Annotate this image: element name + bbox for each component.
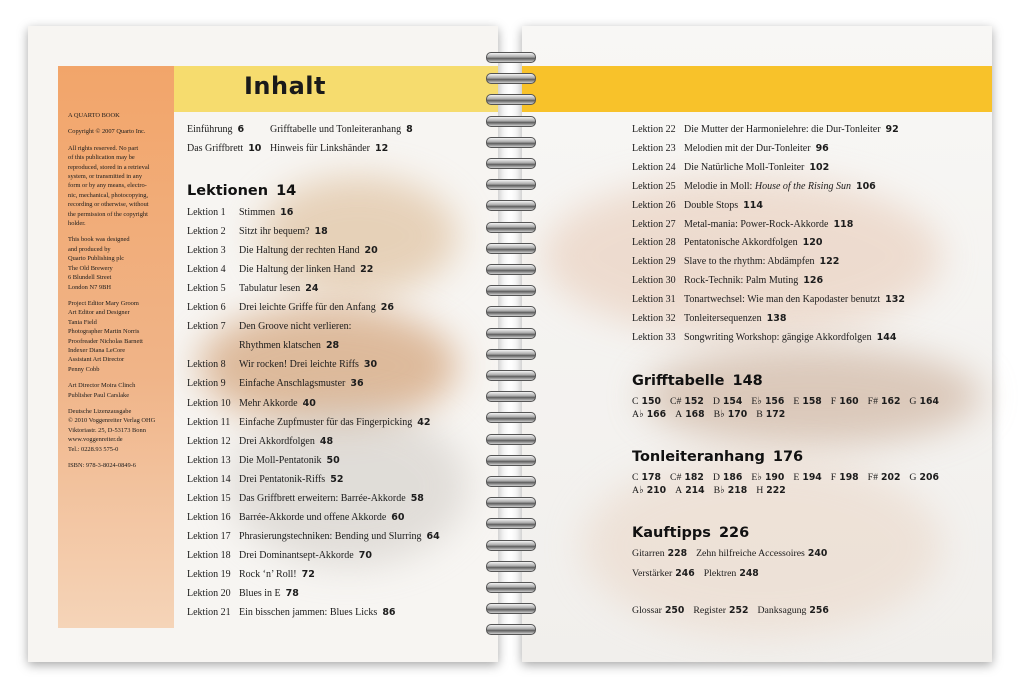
lesson-title: Die Moll-Pentatonik bbox=[239, 454, 322, 466]
lesson-title: Melodien mit der Dur-Tonleiter bbox=[684, 142, 811, 154]
scale-key-label: A bbox=[675, 485, 683, 496]
lesson-title: Sitzt ihr bequem? bbox=[239, 226, 310, 238]
section-heading-grifftabelle bbox=[632, 373, 763, 389]
spiral-ring bbox=[482, 50, 538, 64]
chord-key-label: B♭ bbox=[713, 409, 725, 420]
toc-entry-lesson[interactable] bbox=[632, 162, 829, 173]
spiral-coil bbox=[486, 52, 536, 63]
imprint-text bbox=[68, 111, 178, 477]
chord-key-label: C bbox=[632, 396, 639, 407]
spiral-coil bbox=[486, 285, 536, 296]
scale-key-page: 222 bbox=[766, 485, 786, 496]
spiral-coil bbox=[486, 264, 536, 275]
toc-entry-lesson[interactable] bbox=[187, 474, 343, 485]
header-band-right bbox=[522, 66, 992, 112]
scale-key-page: 214 bbox=[685, 485, 705, 496]
spiral-ring bbox=[482, 601, 538, 615]
buying-tip-page: 248 bbox=[739, 568, 759, 579]
toc-entry-lesson[interactable] bbox=[632, 124, 899, 135]
toc-entry-lesson[interactable] bbox=[632, 313, 786, 324]
lesson-title: Pentatonische Akkordfolgen bbox=[684, 237, 798, 249]
lesson-page: 72 bbox=[301, 568, 315, 580]
lesson-number: Lektion 19 bbox=[187, 568, 231, 580]
lesson-title: Tonartwechsel: Wie man den Kapodaster benutzt bbox=[684, 294, 881, 306]
lesson-number: Lektion 17 bbox=[187, 530, 231, 542]
lesson-page: 50 bbox=[326, 454, 340, 466]
toc-entry-lesson[interactable] bbox=[187, 455, 340, 466]
appendix-entry-label: Glossar bbox=[632, 605, 662, 616]
spiral-ring bbox=[482, 474, 538, 488]
lesson-title: Die Mutter der Harmonielehre: die Dur-Tonleiter bbox=[684, 124, 881, 135]
chord-key-page: 160 bbox=[839, 396, 859, 407]
lesson-number: Lektion 2 bbox=[187, 226, 226, 238]
chord-key-page: 152 bbox=[684, 396, 704, 407]
spiral-coil bbox=[486, 200, 536, 211]
lesson-number: Lektion 4 bbox=[187, 264, 226, 276]
spiral-coil bbox=[486, 561, 536, 572]
scale-key-page: 202 bbox=[881, 472, 901, 483]
section-page: 14 bbox=[276, 183, 297, 199]
lesson-page: 18 bbox=[314, 226, 328, 238]
section-page: 226 bbox=[718, 525, 750, 541]
toc-entry-lesson[interactable] bbox=[187, 607, 396, 618]
lesson-page: 24 bbox=[305, 283, 319, 295]
lesson-page: 96 bbox=[815, 142, 829, 154]
toc-entry-lesson[interactable] bbox=[187, 531, 440, 542]
lesson-number: Lektion 23 bbox=[632, 142, 676, 154]
spiral-coil bbox=[486, 137, 536, 148]
lesson-title: Ein bisschen jammen: Blues Licks bbox=[239, 607, 378, 619]
toc-entry-intro[interactable] bbox=[270, 143, 388, 154]
lesson-number: Lektion 31 bbox=[632, 294, 676, 306]
lesson-page: 120 bbox=[802, 237, 823, 249]
lesson-title: Drei Dominantsept-Akkorde bbox=[239, 549, 354, 561]
spiral-ring bbox=[482, 495, 538, 509]
toc-entry-lesson[interactable] bbox=[187, 436, 333, 447]
chord-key-page: 166 bbox=[646, 409, 667, 420]
lesson-title: Tonleitersequenzen bbox=[684, 313, 762, 324]
lesson-title: Rock ‘n’ Roll! bbox=[239, 568, 297, 580]
spiral-ring bbox=[482, 114, 538, 128]
toc-page: 8 bbox=[406, 124, 413, 135]
scale-key-label: D bbox=[712, 472, 720, 483]
lesson-title: Einfache Zupfmuster für das Fingerpicking bbox=[239, 416, 413, 428]
toc-entry-intro[interactable] bbox=[270, 124, 413, 135]
spiral-coil bbox=[486, 624, 536, 635]
section-label: Grifftabelle bbox=[632, 373, 725, 389]
spiral-coil bbox=[486, 412, 536, 423]
spiral-ring bbox=[482, 580, 538, 594]
lesson-page: 122 bbox=[819, 256, 840, 268]
spiral-coil bbox=[486, 476, 536, 487]
lesson-number: Lektion 13 bbox=[187, 454, 231, 466]
lesson-page: 28 bbox=[325, 340, 340, 352]
lesson-page: 138 bbox=[766, 313, 787, 324]
lesson-page: 102 bbox=[809, 161, 830, 173]
buying-tip-page: 246 bbox=[675, 568, 695, 579]
chord-key-page: 170 bbox=[727, 409, 748, 420]
lesson-page: 22 bbox=[360, 264, 374, 276]
lesson-title: Den Groove nicht verlieren: bbox=[239, 321, 352, 333]
lesson-page: 78 bbox=[285, 588, 299, 599]
toc-entry-lesson[interactable] bbox=[632, 256, 839, 267]
lesson-title: Slave to the rhythm: Abdämpfen bbox=[684, 256, 815, 268]
lesson-title: Songwriting Workshop: gängige Akkordfolgen bbox=[684, 331, 872, 343]
spiral-ring bbox=[482, 432, 538, 446]
lesson-number: Lektion 1 bbox=[187, 207, 226, 218]
lesson-title: Die Haltung der linken Hand bbox=[239, 264, 356, 276]
spiral-coil bbox=[486, 349, 536, 360]
spiral-ring bbox=[482, 156, 538, 170]
lesson-page: 92 bbox=[885, 124, 899, 135]
appendix-entry-page: 256 bbox=[809, 605, 829, 616]
toc-entry-lesson[interactable] bbox=[187, 512, 405, 523]
toc-entry-lesson[interactable] bbox=[187, 321, 351, 332]
lesson-title: Mehr Akkorde bbox=[239, 397, 298, 409]
toc-entry-lesson[interactable] bbox=[187, 569, 315, 580]
appendix-entry-page: 250 bbox=[664, 605, 685, 616]
chord-key-label: E bbox=[793, 396, 800, 407]
spiral-ring bbox=[482, 198, 538, 212]
spiral-ring bbox=[482, 304, 538, 318]
spiral-ring bbox=[482, 453, 538, 467]
lesson-number: Lektion 18 bbox=[187, 549, 231, 561]
lesson-title: Die Haltung der rechten Hand bbox=[239, 245, 360, 257]
spiral-ring bbox=[482, 326, 538, 340]
scale-key-page: 182 bbox=[684, 472, 704, 483]
spiral-ring bbox=[482, 538, 538, 552]
lesson-title: Einfache Anschlagsmuster bbox=[239, 378, 346, 390]
lesson-number: Lektion 7 bbox=[187, 321, 226, 333]
toc-entry-lesson[interactable] bbox=[187, 398, 316, 409]
scale-key-label: G bbox=[909, 472, 917, 483]
section-label: Lektionen bbox=[187, 183, 269, 199]
lesson-page: 16 bbox=[280, 207, 294, 218]
lesson-number: Lektion 5 bbox=[187, 283, 226, 295]
spiral-coil bbox=[486, 497, 536, 508]
lesson-title-italic: House of the Rising Sun bbox=[754, 180, 851, 192]
toc-page: 12 bbox=[374, 143, 389, 154]
scale-key-page: 186 bbox=[722, 472, 743, 483]
lesson-page: 106 bbox=[855, 180, 876, 192]
chord-key-label: A bbox=[675, 409, 683, 420]
chord-key-page: 156 bbox=[764, 396, 785, 407]
appendix-entry-label: Danksagung bbox=[757, 605, 807, 616]
key-row bbox=[632, 548, 836, 559]
chord-key-label: G bbox=[909, 396, 917, 407]
spiral-ring bbox=[482, 622, 538, 636]
photo-background bbox=[228, 406, 468, 566]
imprint-line: Copyright © 2007 Quarto Inc. bbox=[68, 128, 146, 136]
page-title: Inhalt bbox=[244, 72, 326, 100]
lesson-page: 20 bbox=[364, 245, 378, 257]
buying-tip-page: 240 bbox=[807, 548, 828, 559]
key-row bbox=[632, 485, 795, 496]
toc-entry-lesson[interactable] bbox=[632, 181, 876, 192]
lesson-title: Drei Akkordfolgen bbox=[239, 435, 315, 447]
toc-page: 10 bbox=[248, 143, 262, 154]
spiral-ring bbox=[482, 177, 538, 191]
chord-key-page: 154 bbox=[722, 396, 743, 407]
imprint-line: This book was designed and produced by Quarto Publishing plc The Old Brewery 6 Blundell Street London N7 9BH bbox=[68, 236, 130, 291]
lesson-page: 26 bbox=[380, 302, 394, 314]
imprint-line: Art Director Moira Clinch Publisher Paul Carslake bbox=[68, 382, 136, 399]
spiral-ring bbox=[482, 559, 538, 573]
chord-key-label: D bbox=[712, 396, 720, 407]
chord-key-label: E♭ bbox=[751, 396, 762, 407]
spiral-coil bbox=[486, 243, 536, 254]
buying-tip-page: 228 bbox=[667, 548, 688, 559]
lesson-title: Stimmen bbox=[239, 207, 276, 218]
toc-entry-lesson[interactable] bbox=[632, 294, 905, 305]
lesson-number: Lektion 29 bbox=[632, 256, 676, 268]
imprint-line: ISBN: 978-3-8024-0849-6 bbox=[68, 462, 136, 469]
imprint-line: All rights reserved. No part of this publication may be reproduced, stored in a retrieval system, or transmitted in any form or by any means, electro- nic, mechanical, photocopying, recording or otherwise, without the permission of the copyright holder. bbox=[68, 144, 150, 228]
chord-key-label: F# bbox=[867, 396, 878, 407]
lesson-page: 58 bbox=[410, 492, 424, 504]
buying-tip-label: Zehn hilfreiche Accessoires bbox=[696, 548, 805, 559]
toc-entry-lesson[interactable] bbox=[632, 237, 822, 248]
lesson-page: 64 bbox=[426, 530, 440, 542]
spiral-binding bbox=[482, 50, 538, 650]
footer-row bbox=[632, 605, 838, 616]
section-label: Tonleiteranhang bbox=[632, 449, 765, 465]
lesson-page: 60 bbox=[391, 511, 405, 523]
right-page bbox=[522, 26, 992, 662]
chord-key-page: 150 bbox=[641, 396, 661, 407]
chord-key-label: B bbox=[756, 409, 763, 420]
spiral-coil bbox=[486, 179, 536, 190]
spiral-ring bbox=[482, 516, 538, 530]
lesson-number: Lektion 9 bbox=[187, 378, 226, 390]
lesson-title: Barrée-Akkorde und offene Akkorde bbox=[239, 511, 387, 523]
spiral-ring bbox=[482, 241, 538, 255]
lesson-title: Phrasierungstechniken: Bending und Slurring bbox=[239, 530, 422, 542]
section-heading-kauftipps bbox=[632, 525, 749, 541]
toc-label: Hinweis für Linkshänder bbox=[270, 143, 370, 154]
chord-key-label: A♭ bbox=[632, 409, 644, 420]
toc-entry-lesson[interactable] bbox=[187, 378, 364, 389]
lesson-page: 86 bbox=[382, 607, 396, 619]
key-row bbox=[632, 568, 768, 579]
scale-key-label: A♭ bbox=[632, 485, 644, 496]
toc-entry-lesson[interactable] bbox=[632, 200, 763, 211]
lesson-number: Lektion 16 bbox=[187, 511, 231, 523]
lesson-number: Lektion 25 bbox=[632, 180, 676, 192]
spiral-ring bbox=[482, 347, 538, 361]
lesson-number: Lektion 33 bbox=[632, 331, 676, 343]
toc-entry-intro[interactable] bbox=[187, 143, 261, 154]
toc-entry-lesson[interactable] bbox=[632, 143, 829, 154]
lesson-number: Lektion 30 bbox=[632, 275, 676, 287]
toc-entry-lesson[interactable] bbox=[187, 264, 373, 275]
scale-key-page: 198 bbox=[839, 472, 859, 483]
lesson-page: 144 bbox=[876, 331, 897, 343]
scale-key-label: C bbox=[632, 472, 639, 483]
buying-tip-label: Verstärker bbox=[632, 568, 673, 579]
spiral-coil bbox=[486, 434, 536, 445]
appendix-entry-page: 252 bbox=[729, 605, 749, 616]
spiral-ring bbox=[482, 220, 538, 234]
spiral-coil bbox=[486, 370, 536, 381]
chord-key-page: 162 bbox=[881, 396, 901, 407]
spiral-coil bbox=[486, 306, 536, 317]
lesson-number: Lektion 15 bbox=[187, 492, 231, 504]
key-row bbox=[632, 396, 948, 407]
lesson-title: Tabulatur lesen bbox=[239, 283, 301, 295]
chord-key-page: 158 bbox=[802, 396, 822, 407]
spiral-coil bbox=[486, 116, 536, 127]
spiral-ring bbox=[482, 92, 538, 106]
toc-entry-lesson[interactable] bbox=[187, 359, 377, 370]
toc-label: Das Griffbrett bbox=[187, 143, 244, 154]
spiral-coil bbox=[486, 328, 536, 339]
toc-entry-lesson[interactable] bbox=[187, 340, 339, 351]
spiral-ring bbox=[482, 262, 538, 276]
toc-label: Einführung bbox=[187, 124, 233, 135]
lesson-page: 70 bbox=[358, 549, 372, 561]
lesson-number: Lektion 32 bbox=[632, 313, 676, 324]
lesson-title: Blues in E bbox=[239, 588, 281, 599]
toc-entry-lesson[interactable] bbox=[187, 283, 318, 294]
spiral-ring bbox=[482, 71, 538, 85]
lesson-number: Lektion 27 bbox=[632, 218, 676, 230]
chord-key-page: 168 bbox=[685, 409, 705, 420]
scale-key-label: C# bbox=[669, 472, 682, 483]
lesson-page: 114 bbox=[743, 199, 764, 211]
lesson-title: Die Natürliche Moll-Tonleiter bbox=[684, 161, 805, 173]
spiral-ring bbox=[482, 389, 538, 403]
lesson-number: Lektion 21 bbox=[187, 607, 231, 619]
lesson-number: Lektion 12 bbox=[187, 435, 231, 447]
lesson-page: 52 bbox=[330, 473, 344, 485]
lesson-title: Drei leichte Griffe für den Anfang bbox=[239, 302, 376, 314]
lesson-page: 40 bbox=[302, 397, 316, 409]
lesson-page: 48 bbox=[319, 435, 334, 447]
lesson-title: Wir rocken! Drei leichte Riffs bbox=[239, 359, 359, 371]
lesson-number: Lektion 20 bbox=[187, 588, 231, 599]
spiral-coil bbox=[486, 603, 536, 614]
lesson-number: Lektion 14 bbox=[187, 473, 231, 485]
lesson-title: Drei Pentatonik-Riffs bbox=[239, 473, 326, 485]
lesson-page: 132 bbox=[885, 294, 905, 306]
toc-label: Grifftabelle und Tonleiteranhang bbox=[270, 124, 402, 135]
imprint-line: A QUARTO BOOK bbox=[68, 112, 120, 119]
scale-key-page: 218 bbox=[727, 485, 748, 496]
spiral-ring bbox=[482, 410, 538, 424]
chord-key-page: 164 bbox=[919, 396, 939, 407]
spiral-coil bbox=[486, 158, 536, 169]
lesson-page: 42 bbox=[417, 416, 431, 428]
toc-entry-lesson[interactable] bbox=[632, 275, 823, 286]
scale-key-page: 206 bbox=[919, 472, 939, 483]
chord-key-label: F bbox=[830, 396, 837, 407]
toc-entry-lesson[interactable] bbox=[187, 207, 293, 218]
section-label: Kauftipps bbox=[632, 525, 711, 541]
spiral-coil bbox=[486, 73, 536, 84]
spiral-ring bbox=[482, 368, 538, 382]
buying-tip-label: Plektren bbox=[703, 568, 737, 579]
chord-key-label: C# bbox=[669, 396, 682, 407]
chord-key-page: 172 bbox=[765, 409, 786, 420]
toc-entry-lesson[interactable] bbox=[187, 302, 394, 313]
lesson-title: Double Stops bbox=[684, 199, 739, 211]
scale-key-page: 194 bbox=[802, 472, 822, 483]
lesson-page: 30 bbox=[363, 359, 378, 371]
lesson-number: Lektion 28 bbox=[632, 237, 676, 249]
scale-key-page: 190 bbox=[764, 472, 785, 483]
lesson-number: Lektion 6 bbox=[187, 302, 226, 314]
spiral-coil bbox=[486, 540, 536, 551]
lesson-number: Lektion 8 bbox=[187, 359, 226, 371]
lesson-title: Rhythmen klatschen bbox=[239, 340, 321, 352]
lesson-number: Lektion 3 bbox=[187, 245, 226, 257]
scale-key-label: E bbox=[793, 472, 800, 483]
spiral-ring bbox=[482, 135, 538, 149]
scale-key-label: F bbox=[830, 472, 837, 483]
section-page: 176 bbox=[772, 449, 804, 465]
scale-key-label: B♭ bbox=[713, 485, 725, 496]
lesson-number: Lektion 10 bbox=[187, 397, 231, 409]
spiral-coil bbox=[486, 518, 536, 529]
scale-key-label: H bbox=[756, 485, 764, 496]
spiral-coil bbox=[486, 391, 536, 402]
toc-page: 6 bbox=[237, 124, 245, 135]
toc-entry-lesson[interactable] bbox=[187, 588, 299, 599]
toc-entry-lesson[interactable] bbox=[187, 493, 424, 504]
key-row bbox=[632, 409, 794, 420]
lesson-page: 118 bbox=[833, 218, 854, 230]
lesson-number: Lektion 26 bbox=[632, 199, 676, 211]
lesson-title: Das Griffbrett erweitern: Barrée-Akkorde bbox=[239, 492, 406, 504]
lesson-title: Metal-mania: Power-Rock-Akkorde bbox=[684, 218, 829, 230]
lesson-title: Melodie in Moll: bbox=[684, 180, 755, 192]
toc-entry-lesson[interactable] bbox=[632, 219, 853, 230]
scale-key-page: 178 bbox=[641, 472, 661, 483]
scale-key-page: 210 bbox=[646, 485, 667, 496]
section-page: 148 bbox=[732, 373, 763, 389]
spiral-coil bbox=[486, 455, 536, 466]
section-heading-tonleiteranhang bbox=[632, 449, 803, 465]
buying-tip-label: Gitarren bbox=[632, 548, 665, 559]
toc-entry-intro[interactable] bbox=[187, 124, 244, 135]
lesson-number: Lektion 11 bbox=[187, 416, 231, 428]
imprint-line: Deutsche Lizenzausgabe © 2010 Voggenreiter Verlag OHG Viktoriastr. 25, D-53173 Bonn www.voggenreiter.de Tel.: 0228.93 575-0 bbox=[68, 407, 156, 453]
toc-entry-lesson[interactable] bbox=[187, 226, 328, 237]
key-row bbox=[632, 472, 948, 483]
toc-entry-lesson[interactable] bbox=[632, 332, 896, 343]
lesson-number: Lektion 22 bbox=[632, 124, 676, 135]
imprint-line: Project Editor Mary Groom Art Editor and Designer Tania Field Photographer Martin Norris Proofreader Nicholas Barnett Indexer Diana LeCore Assistant Art Director Penny Cobb bbox=[68, 299, 143, 373]
scale-key-label: E♭ bbox=[751, 472, 762, 483]
lesson-title: Rock-Technik: Palm Muting bbox=[684, 275, 799, 287]
header-band-left bbox=[174, 66, 498, 112]
spiral-ring bbox=[482, 283, 538, 297]
spiral-coil bbox=[486, 222, 536, 233]
spiral-coil bbox=[486, 582, 536, 593]
appendix-entry-label: Register bbox=[693, 605, 727, 616]
toc-entry-lesson[interactable] bbox=[187, 417, 431, 428]
toc-entry-lesson[interactable] bbox=[187, 550, 372, 561]
scale-key-label: F# bbox=[867, 472, 878, 483]
section-heading-lektionen bbox=[187, 183, 296, 199]
lesson-page: 36 bbox=[350, 378, 364, 390]
lesson-number: Lektion 24 bbox=[632, 161, 676, 173]
lesson-page: 126 bbox=[803, 275, 824, 287]
spiral-coil bbox=[486, 94, 536, 105]
toc-entry-lesson[interactable] bbox=[187, 245, 378, 256]
